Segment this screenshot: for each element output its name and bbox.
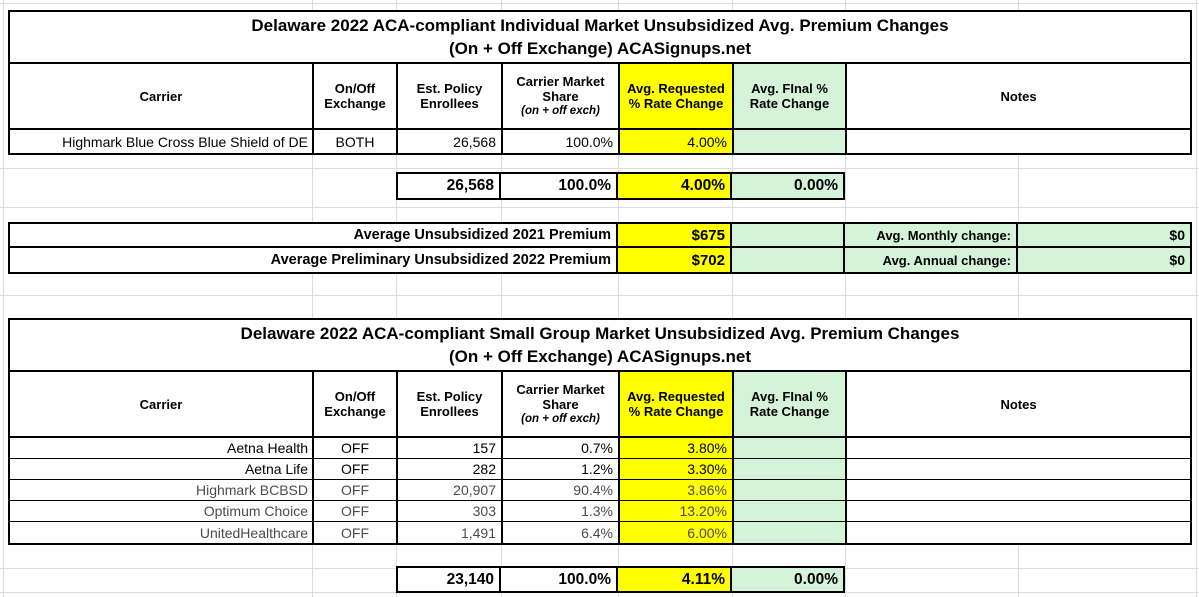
- cell-market-share: 90.4%: [503, 480, 620, 500]
- header-exchange: On/Off Exchange: [314, 372, 398, 436]
- cell-final-rate: [734, 480, 847, 500]
- table-row: [10, 501, 1190, 522]
- cell-requested-rate: 13.20%: [620, 501, 734, 521]
- header-requested-rate: Avg. Requested % Rate Change: [620, 372, 734, 436]
- cell-enrollees: 282: [398, 459, 503, 479]
- total-enrollees: 26,568: [398, 174, 501, 198]
- cell-requested-rate: 4.00%: [620, 130, 734, 153]
- title-line-1: Delaware 2022 ACA-compliant Individual Market Unsubsidized Avg. Premium Changes: [251, 16, 949, 35]
- premium-summary: [8, 222, 1192, 274]
- premium-summary-row: [10, 224, 1190, 248]
- gridline: [0, 168, 1199, 169]
- cell-notes: [847, 480, 1190, 500]
- cell-exchange: OFF: [314, 459, 398, 479]
- total-final-rate: 0.00%: [732, 174, 843, 198]
- header-market-share: [503, 372, 620, 436]
- cell-exchange: BOTH: [314, 130, 398, 153]
- cell-final-rate: [734, 501, 847, 521]
- table-row: [10, 438, 1190, 459]
- header-exchange: On/Off Exchange: [314, 64, 398, 128]
- total-requested-rate: 4.11%: [618, 568, 732, 591]
- cell-requested-rate: 3.86%: [620, 480, 734, 500]
- cell-requested-rate: 3.30%: [620, 459, 734, 479]
- cell-notes: [847, 459, 1190, 479]
- premium-summary-row: [10, 248, 1190, 272]
- cell-exchange: OFF: [314, 438, 398, 458]
- cell-final-rate: [734, 130, 847, 153]
- header-enrollees: Est. Policy Enrollees: [398, 64, 503, 128]
- gridline: [0, 295, 1199, 296]
- cell-enrollees: 157: [398, 438, 503, 458]
- cell-market-share: 1.3%: [503, 501, 620, 521]
- cell-exchange: OFF: [314, 501, 398, 521]
- title-line-2: (On + Off Exchange) ACASignups.net: [448, 39, 752, 58]
- title-line-2: (On + Off Exchange) ACASignups.net: [448, 347, 752, 366]
- total-requested-rate: 4.00%: [618, 174, 732, 198]
- change-label: Avg. Annual change:: [845, 248, 1018, 272]
- header-market-share: [503, 64, 620, 128]
- header-market-share-note: (on + off exch): [521, 104, 600, 117]
- cell-enrollees: 26,568: [398, 130, 503, 153]
- cell-notes: [847, 438, 1190, 458]
- change-label: Avg. Monthly change:: [845, 224, 1018, 246]
- header-carrier: Carrier: [10, 64, 314, 128]
- premium-label: Average Unsubsidized 2021 Premium: [10, 224, 618, 246]
- cell-carrier: Aetna Life: [10, 459, 314, 479]
- gridline: [0, 3, 1199, 4]
- header-requested-rate: Avg. Requested % Rate Change: [620, 64, 734, 128]
- small-group-table: [8, 318, 1192, 545]
- title-line-1: Delaware 2022 ACA-compliant Small Group Market Unsubsidized Avg. Premium Changes: [240, 324, 960, 343]
- table-row: [10, 522, 1190, 543]
- cell-carrier: Optimum Choice: [10, 501, 314, 521]
- table-row: [10, 459, 1190, 480]
- header-notes: Notes: [1000, 88, 1037, 104]
- header-final-rate: Avg. FInal % Rate Change: [734, 64, 847, 128]
- cell-final-rate: [734, 522, 847, 543]
- premium-value: $675: [618, 224, 732, 246]
- small-group-totals-row: [396, 566, 845, 593]
- gridline: [1196, 0, 1197, 597]
- cell-market-share: 6.4%: [503, 522, 620, 543]
- individual-table-title: [10, 12, 1190, 64]
- header-final-rate: Avg. FInal % Rate Change: [734, 372, 847, 436]
- cell-final-rate: [734, 438, 847, 458]
- premium-spacer-cell: [732, 248, 845, 272]
- table-row: [10, 480, 1190, 501]
- header-market-share-label: Carrier Market Share: [516, 73, 605, 104]
- header-market-share-note: (on + off exch): [521, 412, 600, 425]
- individual-totals-row: [396, 172, 845, 200]
- header-carrier: Carrier: [10, 372, 314, 436]
- small-group-header-row: [10, 372, 1190, 438]
- small-group-table-title: [10, 320, 1190, 372]
- individual-market-table: [8, 10, 1192, 155]
- cell-exchange: OFF: [314, 522, 398, 543]
- gridline: [3, 0, 4, 597]
- individual-header-row: [10, 64, 1190, 130]
- total-enrollees: 23,140: [398, 568, 501, 591]
- cell-notes: [847, 501, 1190, 521]
- cell-market-share: 0.7%: [503, 438, 620, 458]
- total-final-rate: 0.00%: [732, 568, 843, 591]
- cell-notes: [847, 130, 1190, 153]
- cell-final-rate: [734, 459, 847, 479]
- cell-enrollees: 303: [398, 501, 503, 521]
- header-notes: Notes: [1000, 396, 1037, 412]
- header-market-share-label: Carrier Market Share: [516, 381, 605, 412]
- cell-exchange: OFF: [314, 480, 398, 500]
- header-enrollees: Est. Policy Enrollees: [398, 372, 503, 436]
- total-market-share: 100.0%: [501, 174, 618, 198]
- cell-enrollees: 20,907: [398, 480, 503, 500]
- table-row: [10, 130, 1190, 153]
- cell-market-share: 1.2%: [503, 459, 620, 479]
- individual-rows: [10, 130, 1190, 153]
- change-value: $0: [1018, 248, 1190, 272]
- cell-carrier: Aetna Health: [10, 438, 314, 458]
- cell-carrier: Highmark BCBSD: [10, 480, 314, 500]
- cell-carrier: Highmark Blue Cross Blue Shield of DE: [10, 130, 314, 153]
- cell-enrollees: 1,491: [398, 522, 503, 543]
- premium-spacer-cell: [732, 224, 845, 246]
- premium-value: $702: [618, 248, 732, 272]
- gridline: [0, 207, 1199, 208]
- change-value: $0: [1018, 224, 1190, 246]
- cell-requested-rate: 3.80%: [620, 438, 734, 458]
- cell-carrier: UnitedHealthcare: [10, 522, 314, 543]
- total-market-share: 100.0%: [501, 568, 618, 591]
- cell-market-share: 100.0%: [503, 130, 620, 153]
- cell-notes: [847, 522, 1190, 543]
- small-group-rows: [10, 438, 1190, 543]
- cell-requested-rate: 6.00%: [620, 522, 734, 543]
- premium-label: Average Preliminary Unsubsidized 2022 Premium: [10, 248, 618, 272]
